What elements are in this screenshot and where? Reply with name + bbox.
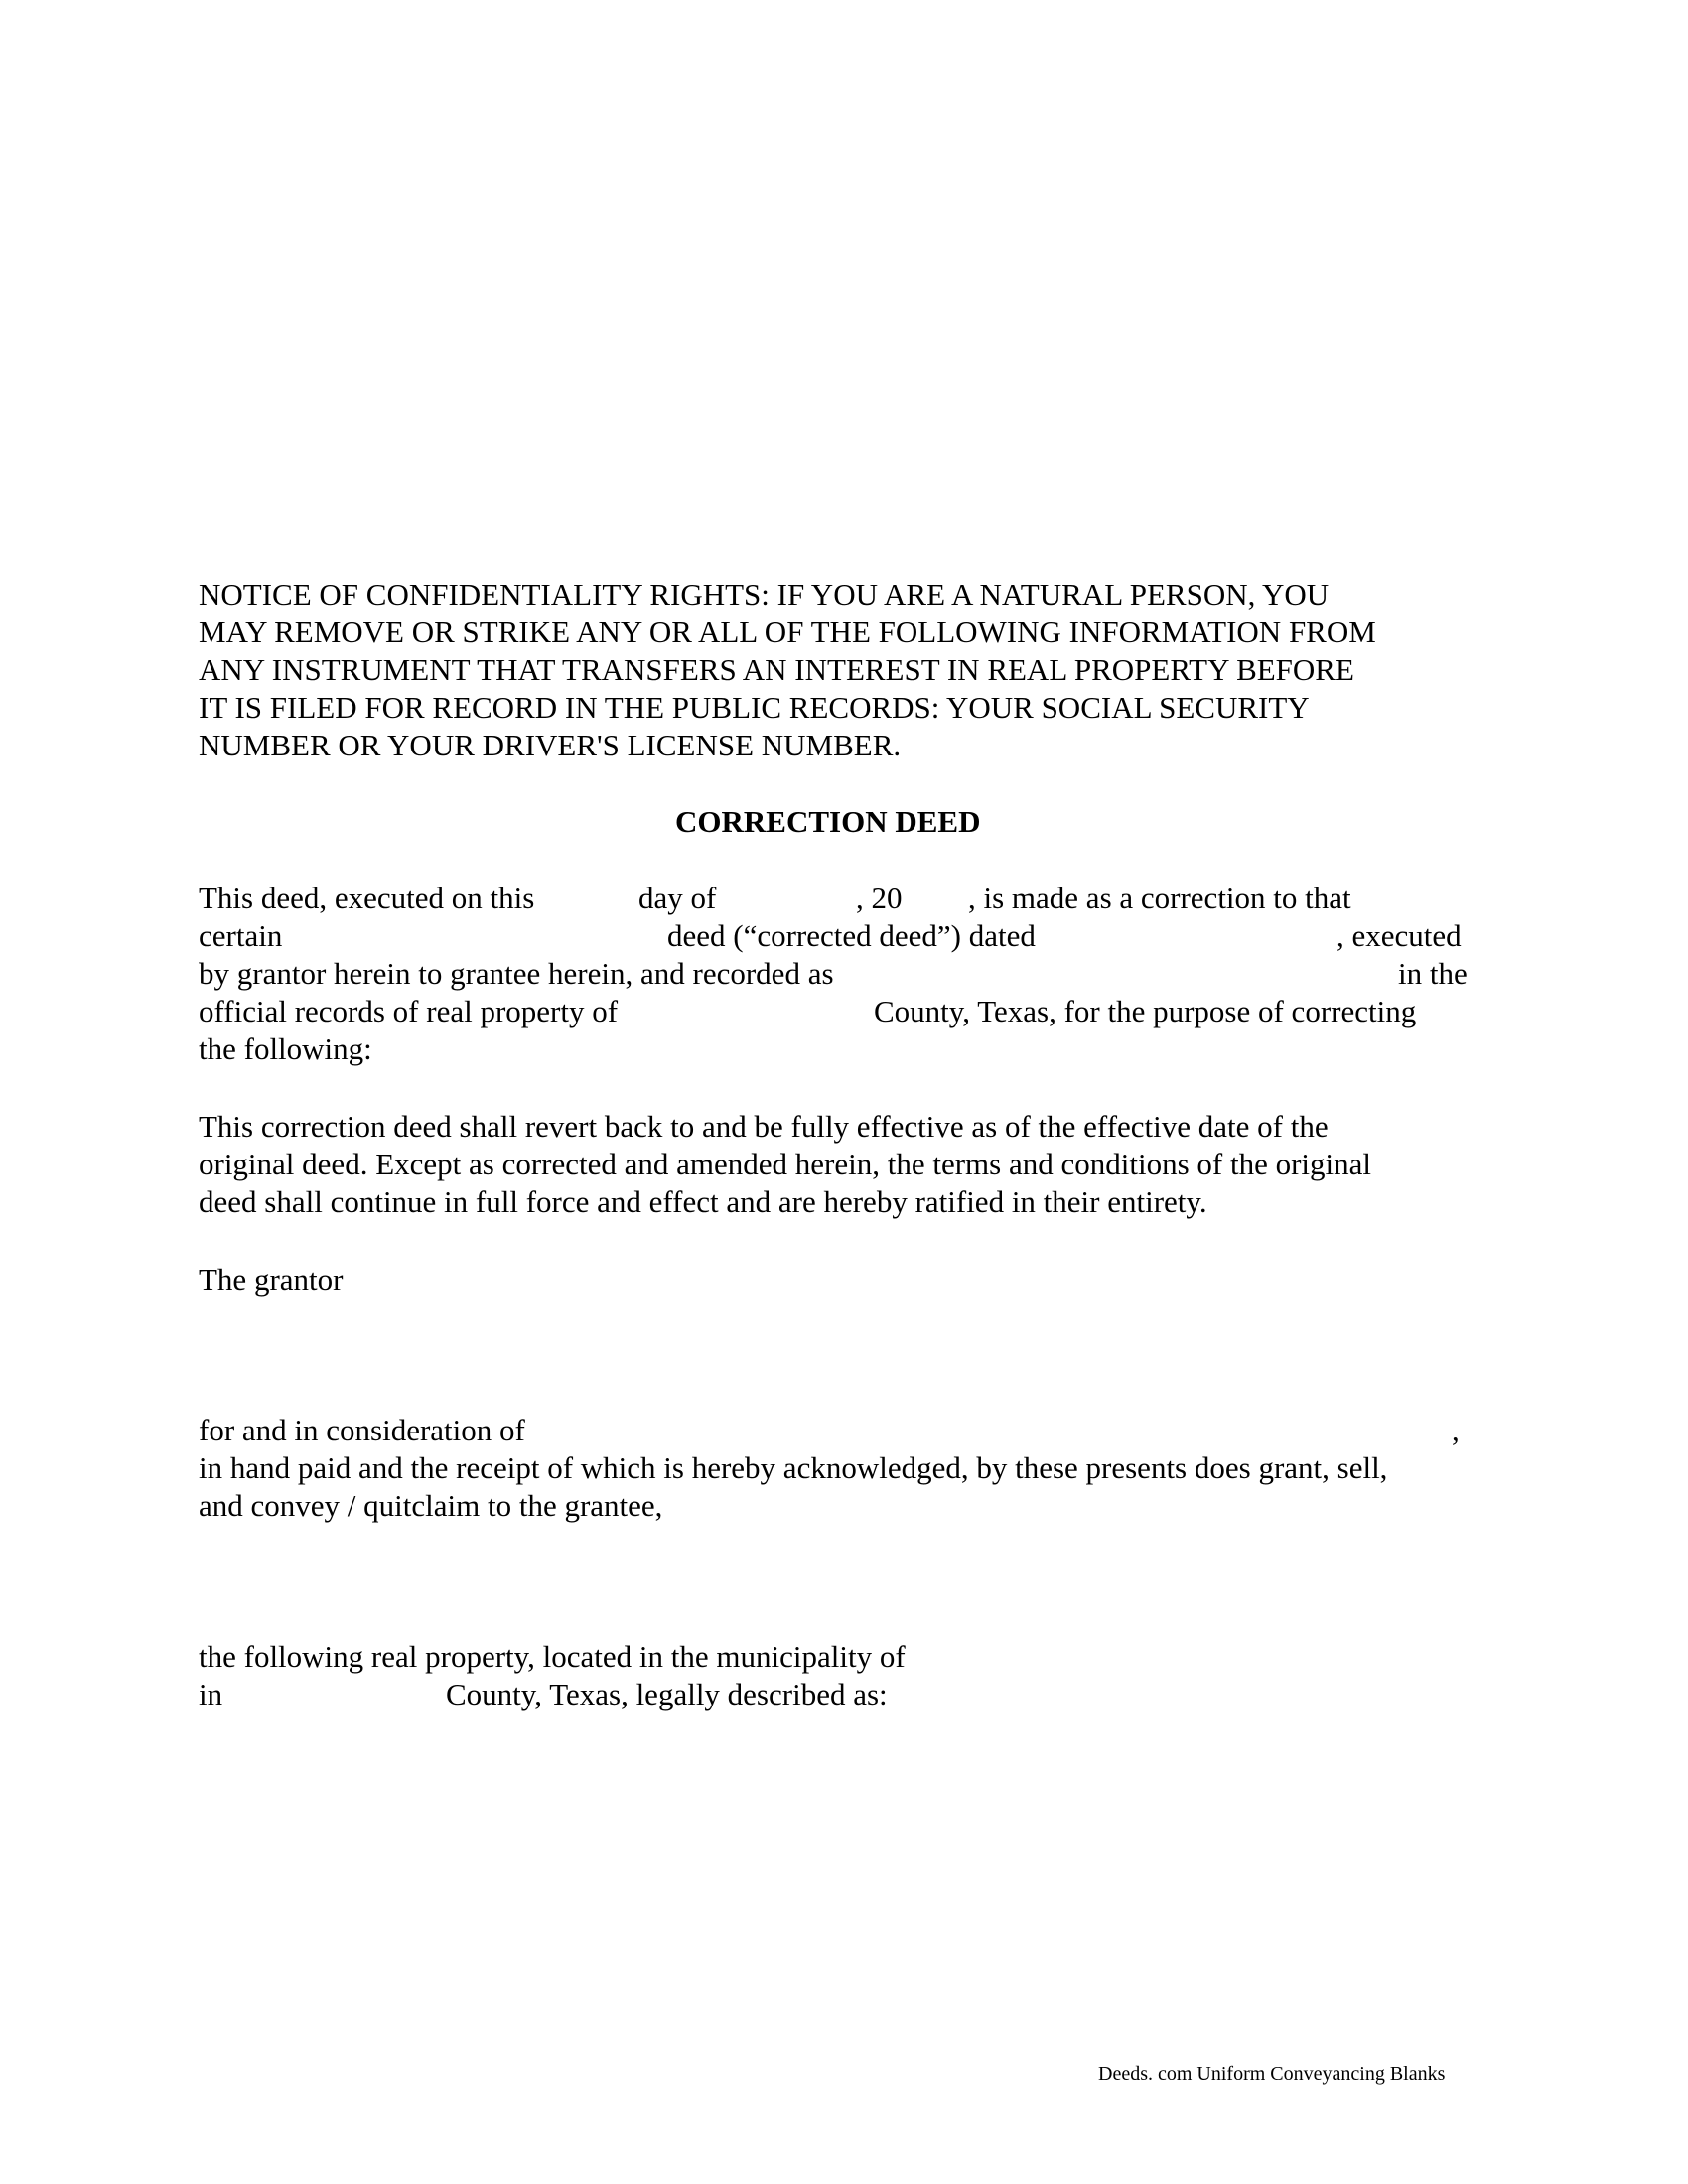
intro-text: the following: (199, 1031, 372, 1066)
notice-line: NUMBER OR YOUR DRIVER'S LICENSE NUMBER. (199, 728, 902, 762)
property-text: County, Texas, legally described as: (446, 1677, 888, 1711)
intro-text: , 20 (856, 881, 903, 915)
intro-text: , executed (1336, 918, 1462, 953)
notice-line: ANY INSTRUMENT THAT TRANSFERS AN INTEREST IN REAL PROPERTY BEFORE (199, 652, 1354, 687)
effect-line: This correction deed shall revert back to and be fully effective as of the effective date of the (199, 1109, 1329, 1144)
consideration-text: for and in consideration of (199, 1413, 525, 1447)
intro-text: in the (1398, 956, 1468, 991)
intro-text: official records of real property of (199, 994, 619, 1028)
page-footer: Deeds. com Uniform Conveyancing Blanks (1098, 2063, 1446, 2085)
intro-text: deed (“corrected deed”) dated (667, 918, 1036, 953)
intro-text: County, Texas, for the purpose of correcting (874, 994, 1417, 1028)
consideration-text: , (1452, 1413, 1460, 1447)
intro-text: certain (199, 918, 283, 953)
intro-text: day of (638, 881, 717, 915)
intro-text: This deed, executed on this (199, 881, 535, 915)
consideration-text: and convey / quitclaim to the grantee, (199, 1488, 663, 1523)
notice-line: MAY REMOVE OR STRIKE ANY OR ALL OF THE FOLLOWING INFORMATION FROM (199, 614, 1376, 649)
effect-line: original deed. Except as corrected and amended herein, the terms and conditions of the original (199, 1147, 1372, 1181)
intro-text: , is made as a correction to that (968, 881, 1351, 915)
grantor-label: The grantor (199, 1262, 344, 1297)
intro-text: by grantor herein to grantee herein, and recorded as (199, 956, 834, 991)
notice-line: IT IS FILED FOR RECORD IN THE PUBLIC RECORDS: YOUR SOCIAL SECURITY (199, 690, 1310, 725)
property-text: the following real property, located in the municipality of (199, 1639, 906, 1674)
document-title: CORRECTION DEED (675, 804, 981, 839)
consideration-text: in hand paid and the receipt of which is hereby acknowledged, by these presents does grant, sell, (199, 1450, 1388, 1485)
effect-line: deed shall continue in full force and effect and are hereby ratified in their entirety. (199, 1184, 1207, 1219)
property-text: in (199, 1677, 223, 1711)
notice-line: NOTICE OF CONFIDENTIALITY RIGHTS: IF YOU ARE A NATURAL PERSON, YOU (199, 577, 1330, 612)
